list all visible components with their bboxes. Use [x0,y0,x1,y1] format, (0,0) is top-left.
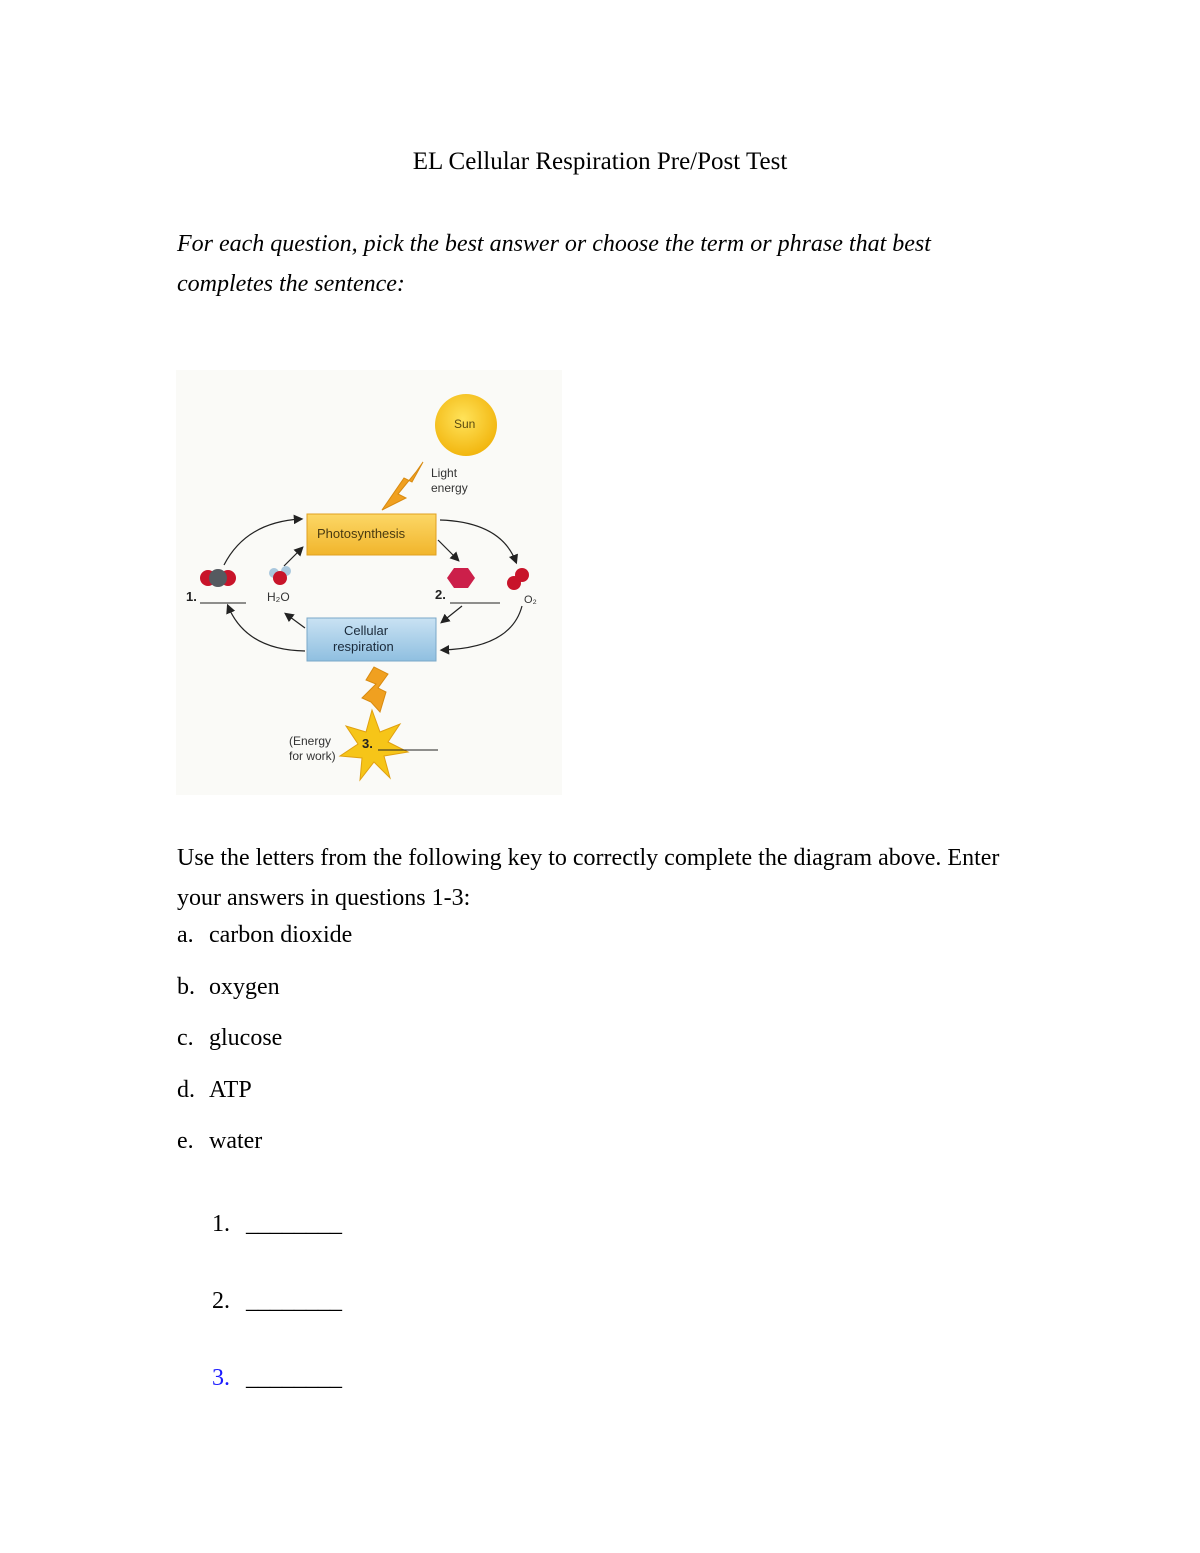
answer-item-3 [212,1361,342,1438]
water-label: H₂O [267,590,290,604]
answer-blanks-list [212,1207,342,1438]
key-item-text: oxygen [209,973,280,1000]
respiration-label-line2: respiration [333,639,394,654]
answer-number: 3. [212,1365,230,1391]
respiration-to-water-arrow [286,614,305,628]
key-item [177,1124,352,1176]
key-item [177,918,352,970]
photosynthesis-respiration-diagram [176,370,562,795]
answer-item-2 [212,1284,342,1361]
answer-item-1 [212,1207,342,1284]
carbon-dioxide-molecule-icon [200,569,236,587]
key-item-letter: c. [177,1025,194,1051]
key-item-text: ATP [209,1076,252,1103]
respiration-label-line1: Cellular [344,623,389,638]
key-item [177,1073,352,1125]
key-item-letter: a. [177,922,194,948]
atp-starburst-icon [340,710,408,780]
key-item [177,1021,352,1073]
sun-label: Sun [454,417,476,431]
water-to-photosynthesis-arrow [284,548,302,566]
answer-key-list [177,918,352,1176]
glucose-to-respiration-arrow [442,606,462,622]
oxygen-label: O₂ [524,594,537,606]
photosynthesis-label: Photosynthesis [317,526,406,541]
energy-label-line2: for work) [289,749,336,763]
oxygen-molecule-icon [507,568,529,590]
answer-number: 1. [212,1211,230,1237]
glucose-molecule-icon [447,568,475,588]
key-item-letter: d. [177,1076,195,1103]
answer-blank-field[interactable]: ________ [246,1365,342,1391]
key-item-letter: b. [177,973,195,1000]
key-item-text: carbon dioxide [209,922,353,948]
page-title: EL Cellular Respiration Pre/Post Test [412,148,788,175]
diagram-blank-1-label: 1. [186,589,197,604]
answer-blank-field[interactable]: ________ [246,1211,342,1237]
diagram-blank-3-label: 3. [362,736,373,751]
photosynthesis-to-glucose-arrow [438,540,458,560]
light-label-line1: Light [431,466,458,480]
respiration-to-co2-arrow [228,606,305,651]
answer-blank-field[interactable]: ________ [246,1288,342,1314]
energy-output-arrow [362,667,388,712]
key-item-text: water [209,1128,263,1154]
co2-to-photosynthesis-arrow [224,519,301,565]
energy-label-line1: (Energy [289,734,332,748]
light-label-line2: energy [431,481,468,495]
key-item-letter: e. [177,1128,194,1154]
key-item [177,970,352,1022]
light-energy-arrow [382,462,423,510]
photosynthesis-to-oxygen-arrow [440,520,516,562]
key-item-text: glucose [209,1025,283,1051]
key-instructions: Use the letters from the following key to correctly complete the diagram above. Enter your answers in questions 1-3: [177,845,1000,911]
diagram-blank-2-label: 2. [435,587,446,602]
water-molecule-icon [269,566,291,585]
answer-number: 2. [212,1288,230,1314]
instructions: For each question, pick the best answer or choose the term or phrase that best completes the sentence: [177,231,931,297]
